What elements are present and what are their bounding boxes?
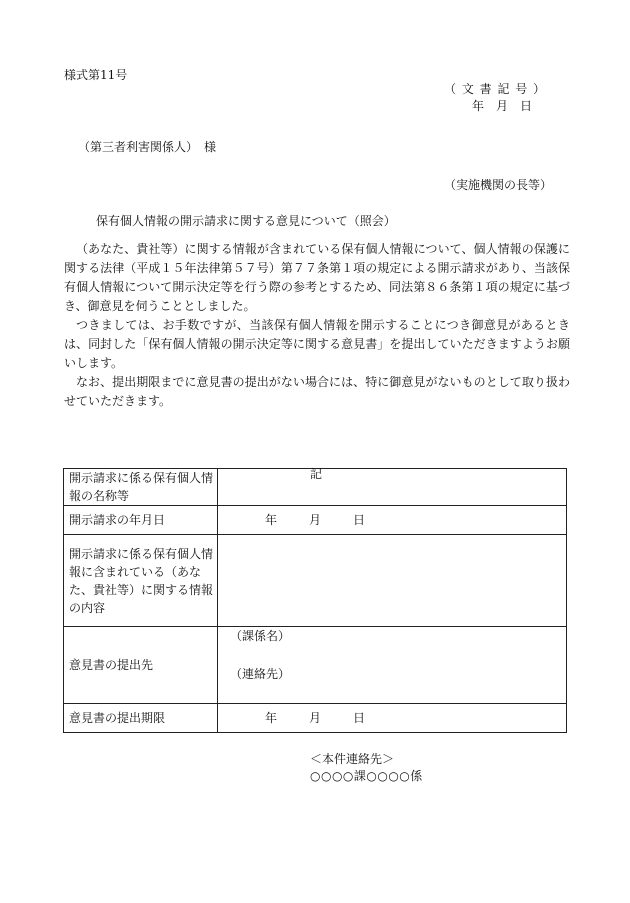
month-label: 月 bbox=[309, 711, 322, 725]
paragraph: なお、提出期限までに意見書の提出がない場合には、特に御意見がないものとして取り扱わせていただきます。 bbox=[64, 375, 570, 408]
value-info-name bbox=[218, 469, 567, 506]
row-label-submission-deadline: 意見書の提出期限 bbox=[64, 704, 218, 733]
year-label: 年 bbox=[265, 513, 278, 527]
table-row bbox=[64, 506, 567, 535]
value-submission-deadline bbox=[218, 704, 567, 733]
row-label-info-name: 開示請求に係る保有個人情報の名称等 bbox=[64, 469, 218, 506]
month-label: 月 bbox=[309, 513, 322, 527]
value-request-date bbox=[218, 506, 567, 535]
subject-title: 保有個人情報の開示請求に関する意見について（照会） bbox=[96, 214, 396, 228]
paragraph: つきましては、お手数ですが、当該保有個人情報を開示することにつき御意見があるときは、同封した「保有個人情報の開示決定等に関する意見書」を提出していただきますようお願いします。 bbox=[64, 318, 570, 370]
document-date: 年 月 日 bbox=[472, 99, 533, 113]
row-label-info-content: 開示請求に係る保有個人情報に含まれている（あなた、貴社等）に関する情報の内容 bbox=[64, 535, 218, 627]
info-table bbox=[63, 468, 567, 733]
addressee: （第三者利害関係人） 様 bbox=[78, 140, 217, 154]
contact-department: ○○○○課○○○○係 bbox=[310, 769, 423, 783]
year-label: 年 bbox=[265, 711, 278, 725]
form-number: 様式第11号 bbox=[64, 68, 128, 82]
value-info-content bbox=[218, 535, 567, 627]
dest-section-label: （課係名） bbox=[230, 629, 291, 643]
day-label: 日 bbox=[353, 711, 366, 725]
row-label-submission-destination: 意見書の提出先 bbox=[64, 627, 218, 704]
body-text bbox=[64, 240, 570, 411]
table-row bbox=[64, 627, 567, 704]
document-number: （ 文 書 記 号 ） bbox=[444, 82, 547, 96]
day-label: 日 bbox=[353, 513, 366, 527]
table-row bbox=[64, 535, 567, 627]
contact-title: ＜本件連絡先＞ bbox=[310, 752, 395, 766]
dest-contact-label: （連絡先） bbox=[230, 667, 291, 681]
paragraph: （あなた、貴社等）に関する情報が含まれている保有個人情報について、個人情報の保護に関する法律（平成１５年法律第５７号）第７７条第１項の規定による開示請求があり、当該保有個人情報について開示決定等を行う際の参考とするため、同法第８６条第１項の規定に基づき、御意見を伺うこととしました。 bbox=[64, 242, 570, 313]
ki-heading: 記 bbox=[310, 467, 323, 481]
table-row bbox=[64, 704, 567, 733]
value-submission-destination bbox=[218, 627, 567, 704]
sender: （実施機関の長等） bbox=[444, 178, 553, 192]
row-label-request-date: 開示請求の年月日 bbox=[64, 506, 218, 535]
